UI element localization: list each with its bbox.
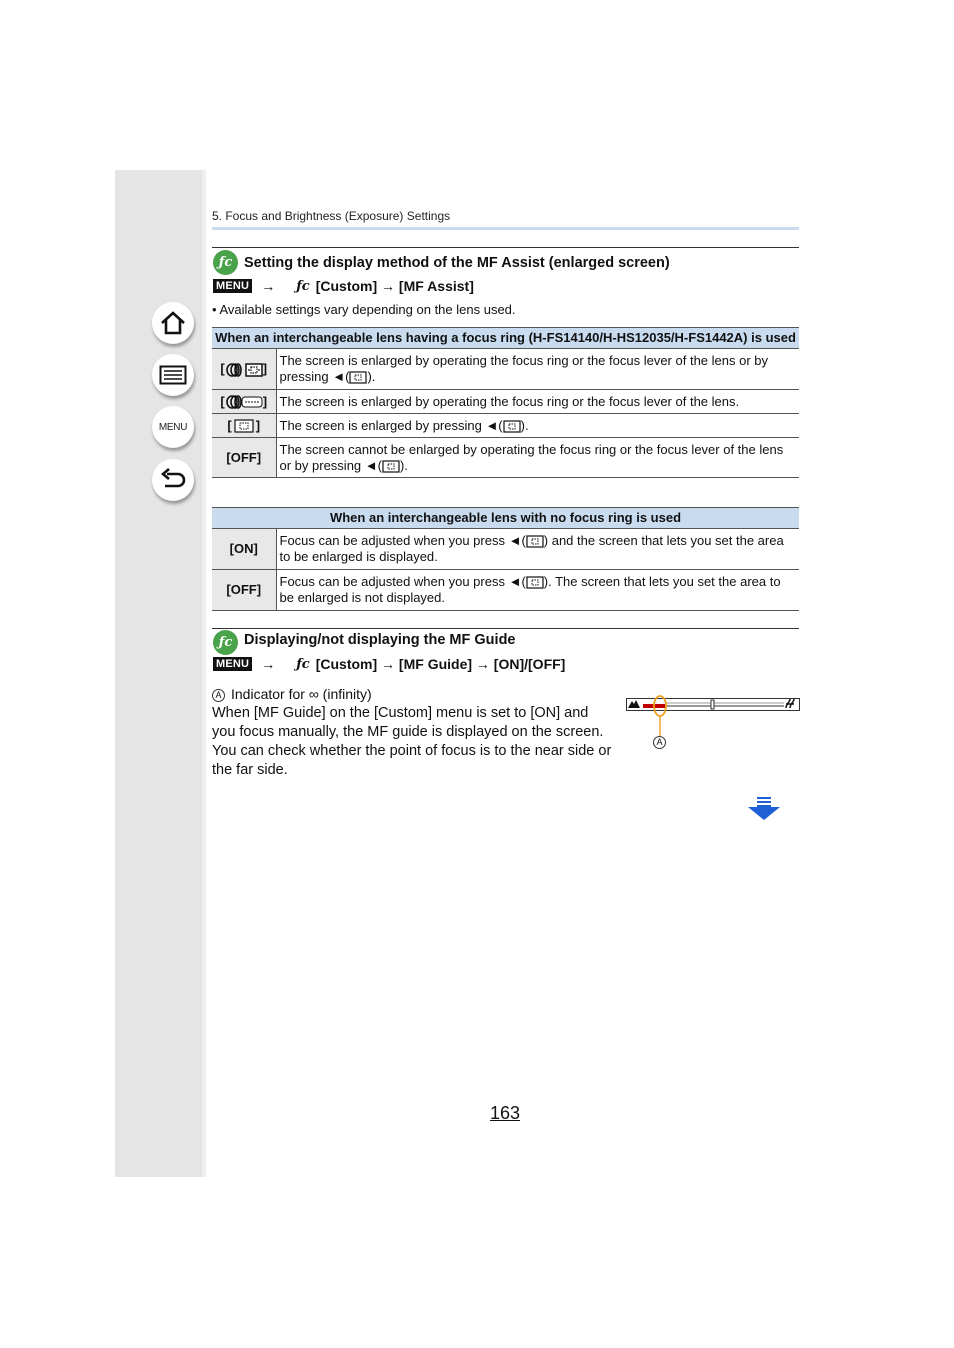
- home-button[interactable]: [152, 302, 194, 344]
- setting-key: [OFF]: [212, 570, 276, 611]
- chapter-heading: 5. Focus and Brightness (Exposure) Settings: [212, 209, 451, 223]
- setting-key: [ON]: [212, 529, 276, 570]
- zoom-area-icon: [232, 419, 256, 433]
- table-row: [212, 570, 799, 611]
- setting-description: Focus can be adjusted when you press ◄( ). The screen that lets you set the area to be enlarged is not displayed.: [276, 570, 799, 611]
- setting-description: The screen cannot be enlarged by operating the focus ring or the focus lever of the lens or by pressing ◄( ).: [276, 438, 799, 478]
- menu-badge: MENU: [213, 279, 252, 293]
- setting-description: The screen is enlarged by operating the focus ring or the focus lever of the lens or by pressing ◄( ).: [276, 349, 799, 390]
- table-header: When an interchangeable lens with no focus ring is used: [212, 508, 799, 529]
- focus-ring-focus-icon: [225, 395, 263, 409]
- custom-icon: ƒc: [296, 656, 310, 672]
- setting-description: The screen is enlarged by pressing ◄( ).: [276, 414, 799, 438]
- section2-menu-path: [213, 655, 565, 673]
- callout-letter: A: [212, 689, 225, 702]
- no-focus-ring-lens-table: [212, 507, 799, 611]
- table-header: When an interchangeable lens having a focus ring (H-FS14140/H-HS12035/H-FS1442A) is used: [212, 328, 799, 349]
- menu-icon: MENU: [158, 421, 188, 433]
- focus-ring-icon: [225, 363, 245, 377]
- page-number: 163: [490, 1103, 521, 1123]
- path-arrow: →: [261, 656, 276, 672]
- setting-key: [ ]: [212, 349, 276, 390]
- table-row: [212, 438, 799, 478]
- return-button[interactable]: [152, 459, 194, 501]
- table-row: [212, 529, 799, 570]
- indicator-legend: [212, 686, 372, 702]
- setting-description: Focus can be adjusted when you press ◄( ) and the screen that lets you set the area to be enlarged is displayed.: [276, 529, 799, 570]
- mf-guide-description: When [MF Guide] on the [Custom] menu is set to [ON] and you focus manually, the MF guide is displayed on the screen. You can check whether the point of focus is to the near side or the far side.: [212, 705, 612, 778]
- section1-rule: [212, 247, 799, 248]
- path-arrow: →: [261, 278, 276, 294]
- callout-letter: A: [653, 736, 666, 749]
- zoom-area-icon: [349, 371, 367, 384]
- menu-path-text: [Custom] → [MF Guide] → [ON]/[OFF]: [315, 656, 566, 672]
- focus-marker: [711, 700, 714, 709]
- zoom-area-icon: [382, 460, 400, 473]
- table-row: [212, 349, 799, 390]
- section1-title: Setting the display method of the MF Assist (enlarged screen): [244, 255, 670, 271]
- section2-rule: [212, 628, 799, 629]
- mf-guide-figure: [626, 692, 800, 752]
- zoom-area-icon: [526, 535, 544, 548]
- home-icon: [159, 310, 187, 336]
- header-rule: [212, 227, 799, 230]
- setting-description: The screen is enlarged by operating the focus ring or the focus lever of the lens.: [276, 390, 799, 414]
- menu-list-button[interactable]: [152, 406, 194, 448]
- zoom-area-icon: [245, 363, 263, 377]
- zoom-area-icon: [526, 576, 544, 589]
- custom-icon: ƒc: [296, 278, 310, 294]
- section1-menu-path: [213, 277, 474, 295]
- next-page-arrow-icon[interactable]: [748, 797, 780, 821]
- setting-key: [ ]: [212, 414, 276, 438]
- return-icon: [159, 467, 187, 493]
- menu-badge: MENU: [213, 657, 252, 671]
- section2-title: Displaying/not displaying the MF Guide: [244, 632, 516, 648]
- zoom-area-icon: [503, 420, 521, 433]
- sidebar-edge: [202, 170, 206, 1177]
- table-row: [212, 390, 799, 414]
- lens-note: • Available settings vary depending on the lens used.: [212, 302, 516, 317]
- table-row: [212, 414, 799, 438]
- list-icon: [159, 365, 187, 385]
- setting-key: [ ]: [212, 390, 276, 414]
- custom-menu-icon: ƒc: [213, 250, 238, 275]
- focus-ring-lens-table: [212, 327, 799, 478]
- menu-path-text: [Custom] → [MF Assist]: [315, 278, 474, 294]
- setting-key: [OFF]: [212, 438, 276, 478]
- indicator-text: Indicator for ∞ (infinity): [231, 686, 372, 702]
- custom-menu-icon: ƒc: [213, 630, 238, 655]
- contents-list-button[interactable]: [152, 354, 194, 396]
